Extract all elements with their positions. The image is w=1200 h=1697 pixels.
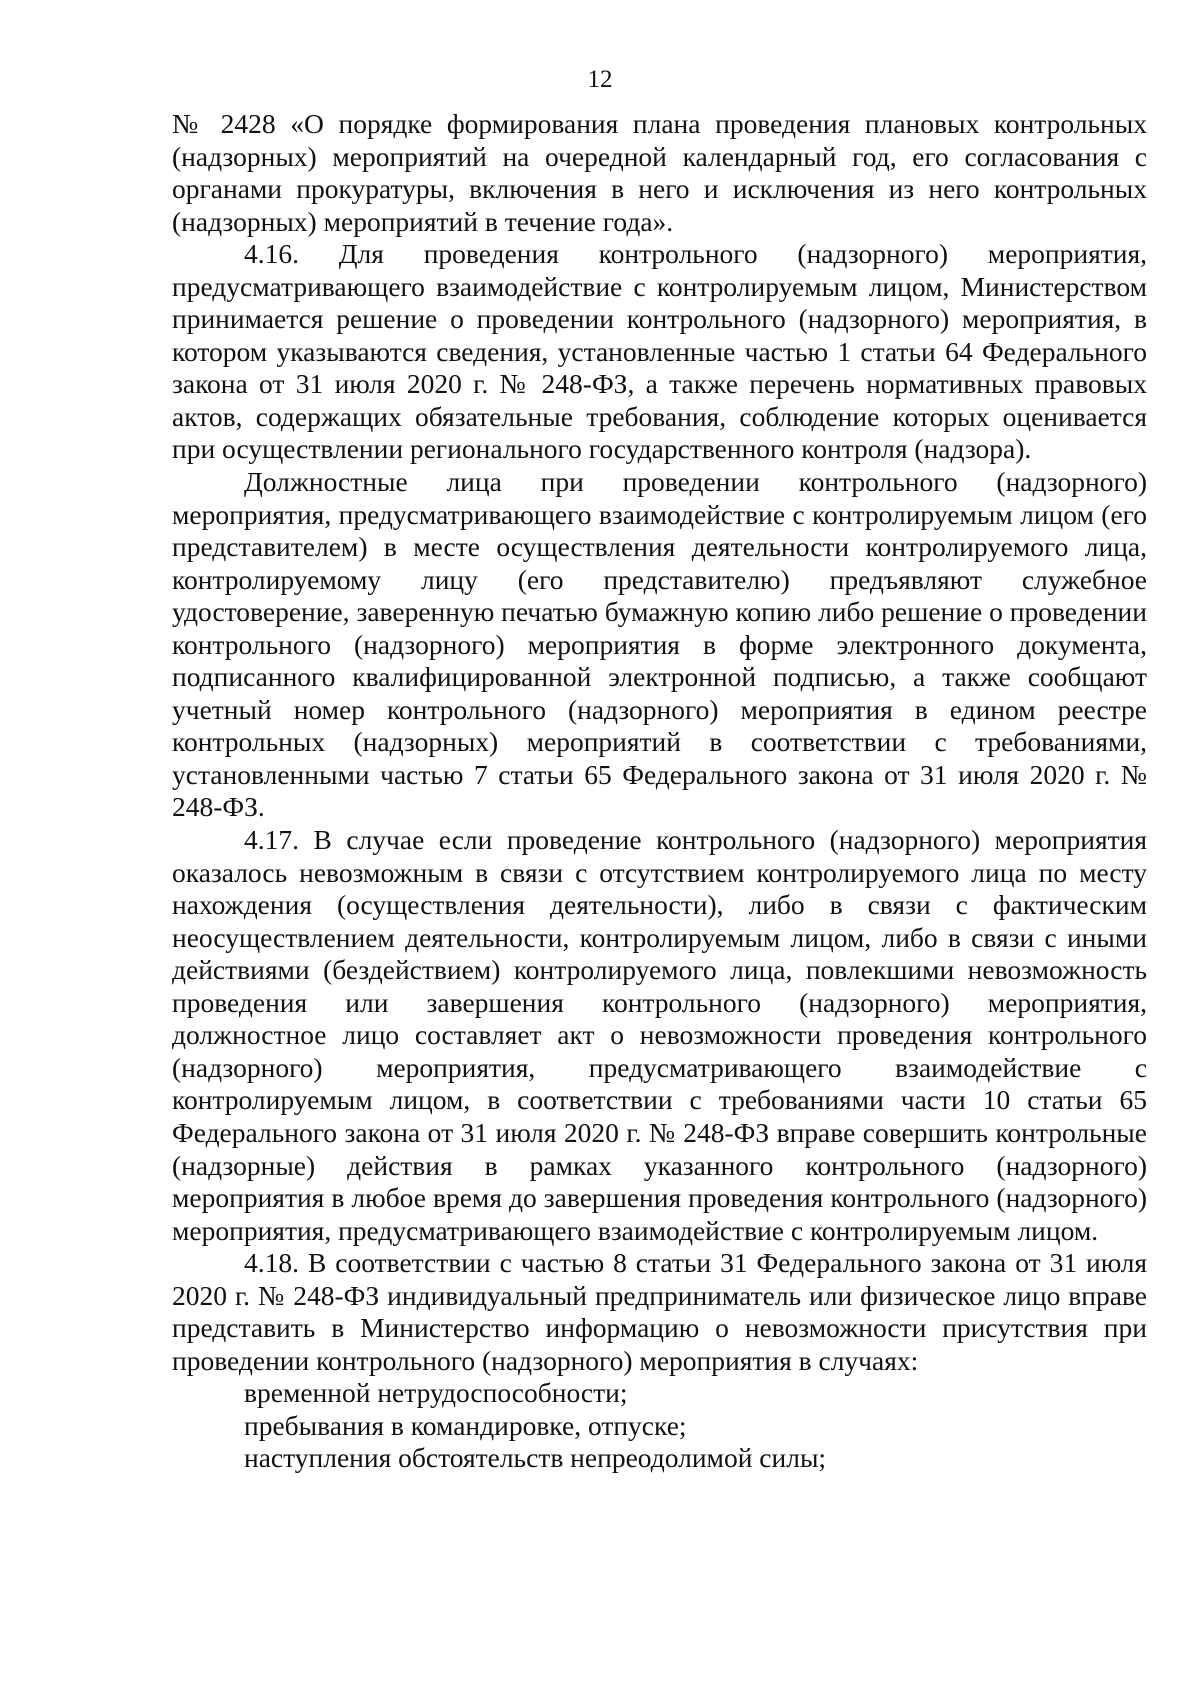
page-number: 12 — [587, 66, 613, 93]
paragraph-4-16: 4.16. Для проведения контрольного (надзорного) мероприятия, предусматривающего взаимодействие с контролируемым лицом, Министерством принимается решение о проведении контрольного (надзорного) мероприятия, в котором указываются сведения, установленные частью 1 статьи 64 Федерального закона от 31 июля 2020 г. № 248-ФЗ, а также перечень нормативных правовых актов, содержащих обязательные требования, соблюдение которых оценивается при осуществлении регионального государственного контроля (надзора). — [172, 238, 1147, 465]
list-item: временной нетрудоспособности; — [244, 1377, 628, 1409]
paragraph-4-18: 4.18. В соответствии с частью 8 статьи 31 Федерального закона от 31 июля 2020 г. № 248-ФЗ индивидуальный предприниматель или физическое лицо вправе представить в Министерство информацию о невозможности присутствия при проведении контрольного (надзорного) мероприятия в случаях: — [172, 1247, 1147, 1376]
paragraph-4-17: 4.17. В случае если проведение контрольного (надзорного) мероприятия оказалось невозможным в связи с отсутствием контролируемого лица по месту нахождения (осуществления деятельности), либо в связи с фактическим неосуществлением деятельности, контролируемым лицом, либо в связи с иными действиями (бездействием) контролируемого лица, повлекшими невозможность проведения или завершения контрольного (надзорного) мероприятия, должностное лицо составляет акт о невозможности проведения контрольного (надзорного) мероприятия, предусматривающего взаимодействие с контролируемым лицом, в соответствии с требованиями части 10 статьи 65 Федерального закона от 31 июля 2020 г. № 248-ФЗ вправе совершить контрольные (надзорные) действия в рамках указанного контрольного (надзорного) мероприятия в любое время до завершения проведения контрольного (надзорного) мероприятия, предусматривающего взаимодействие с контролируемым лицом. — [172, 824, 1147, 1246]
paragraph-officials: Должностные лица при проведении контрольного (надзорного) мероприятия, предусматривающего взаимодействие с контролируемым лицом (его представителем) в месте осуществления деятельности контролируемого лица, контролируемому лицу (его представителю) предъявляют служебное удостоверение, заверенную печатью бумажную копию либо решение о проведении контрольного (надзорного) мероприятия в форме электронного документа, подписанного квалифицированной электронной подписью, а также сообщают учетный номер контрольного (надзорного) мероприятия в едином реестре контрольных (надзорных) мероприятий в соответствии с требованиями, установленными частью 7 статьи 65 Федерального закона от 31 июля 2020 г. № 248-ФЗ. — [172, 466, 1147, 823]
paragraph-continuation: № 2428 «О порядке формирования плана проведения плановых контрольных (надзорных) мероприятий на очередной календарный год, его согласования с органами прокуратуры, включения в него и исключения из него контрольных (надзорных) мероприятий в течение года». — [172, 108, 1147, 237]
document-body — [172, 108, 1147, 1475]
list-item: пребывания в командировке, отпуске; — [244, 1409, 687, 1441]
list-item: наступления обстоятельств непреодолимой силы; — [244, 1442, 827, 1474]
